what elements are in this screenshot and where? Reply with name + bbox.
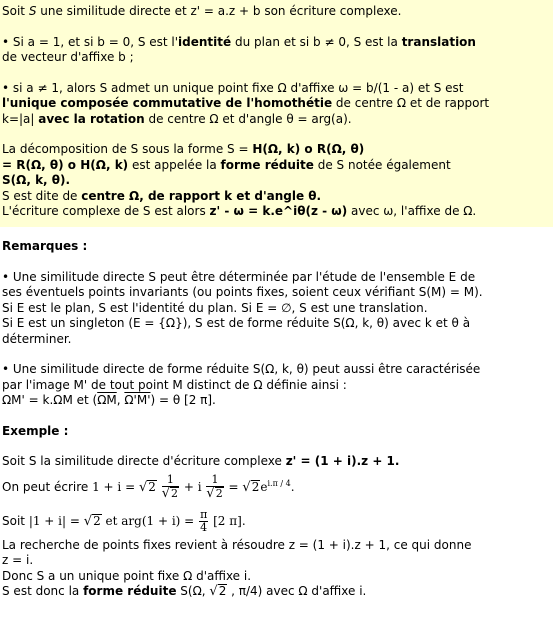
example-line7: S est donc la forme réduite S(Ω, √2 , π/4) avec Ω d'affixe i. [2,584,367,599]
remark1-line1: • Une similitude directe S peut être déterminée par l'étude de l'ensemble E de [2,269,476,284]
example-line4: La recherche de points fixes revient à résoudre z = (1 + i).z + 1, ce qui donne [2,537,472,552]
remark1-line2: ses éventuels points invariants (ou points fixes, soient ceux vérifiant S(M) = M). [2,285,483,299]
example-heading: Exemple : [2,423,69,438]
rewrite-formula: 1 + i = √2 $\frac{1}{√2}$ + i $\frac{1}{√2}$ = $√2e^{i.\pi / 4}$. [92,473,295,501]
case-fixed-point-line1: • si a ≠ 1, alors S admet un unique point fixe Ω d'affixe ω = b/(1 - a) et S est [2,80,464,95]
case-fixed-point-line3: k=|a| avec la rotation de centre Ω et d'angle θ = arg(a). [2,111,352,126]
case-identity-line2: de vecteur d'affixe b ; [2,50,134,64]
example-line1: Soit S la similitude directe d'écriture complexe z' = (1 + i).z + 1. [2,454,400,468]
centre-line: S est dite de centre Ω, de rapport k et d'angle θ. [2,188,322,203]
decomposition-line1: La décomposition de S sous la forme S = H(Ω, k) o R(Ω, θ) [2,142,365,156]
case-identity-line1: • Si a = 1, et si b = 0, S est l'identité du plan et si b ≠ 0, S est la translation [2,34,476,49]
remark2-line1: • Une similitude directe de forme réduite S(Ω, k, θ) peut aussi être caractérisée [2,362,481,376]
remark1-line5: déterminer. [2,331,72,346]
remark1-line4: Si E est un singleton (E = {Ω}), S est de forme réduite S(Ω, k, θ) avec k et θ à [2,316,471,330]
example-line5: z = i. [2,553,34,567]
modulus-argument-formula: |1 + i| = √2 et arg(1 + i) = $\frac{\pi}{4}$ [2 π]. [28,507,246,534]
complex-writing-line: L'écriture complexe de S est alors z' - ω = k.e^iθ(z - ω) avec ω, l'affixe de Ω. [2,204,477,218]
remark1-line3: Si E est le plan, S est l'identité du plan. Si E = ∅, S est une translation. [2,300,428,315]
remark2-line3: ΩM' = k.ΩM et ($\overline{\Omega M}$, Ω'M') = θ [2 π]. [2,393,216,407]
example-line3: Soit |1 + i| = √2 et arg(1 + i) = $\frac{\pi}{4}$ [2 π]. [2,507,246,534]
decomposition-line2: = R(Ω, θ) o H(Ω, k) est appelée la forme réduite de S notée également [2,157,451,172]
remarks-heading: Remarques : [2,239,88,253]
definition-box [0,0,553,227]
intro-line: Soit S une similitude directe et z' = a.z + b son écriture complexe. [2,4,402,18]
example-line6: Donc S a un unique point fixe Ω d'affixe i. [2,568,252,583]
case-fixed-point-line2: l'unique composée commutative de l'homothétie de centre Ω et de rapport [2,96,490,110]
example-line2: On peut écrire 1 + i = √2 $\frac{1}{√2}$ + i $\frac{1}{√2}$ = $√2e^{i.\pi / 4}$. [2,473,295,501]
remark2-line2: par l'image M' de tout point M distinct de Ω définie ainsi : [2,377,347,392]
decomposition-line3: S(Ω, k, θ). [2,173,71,187]
